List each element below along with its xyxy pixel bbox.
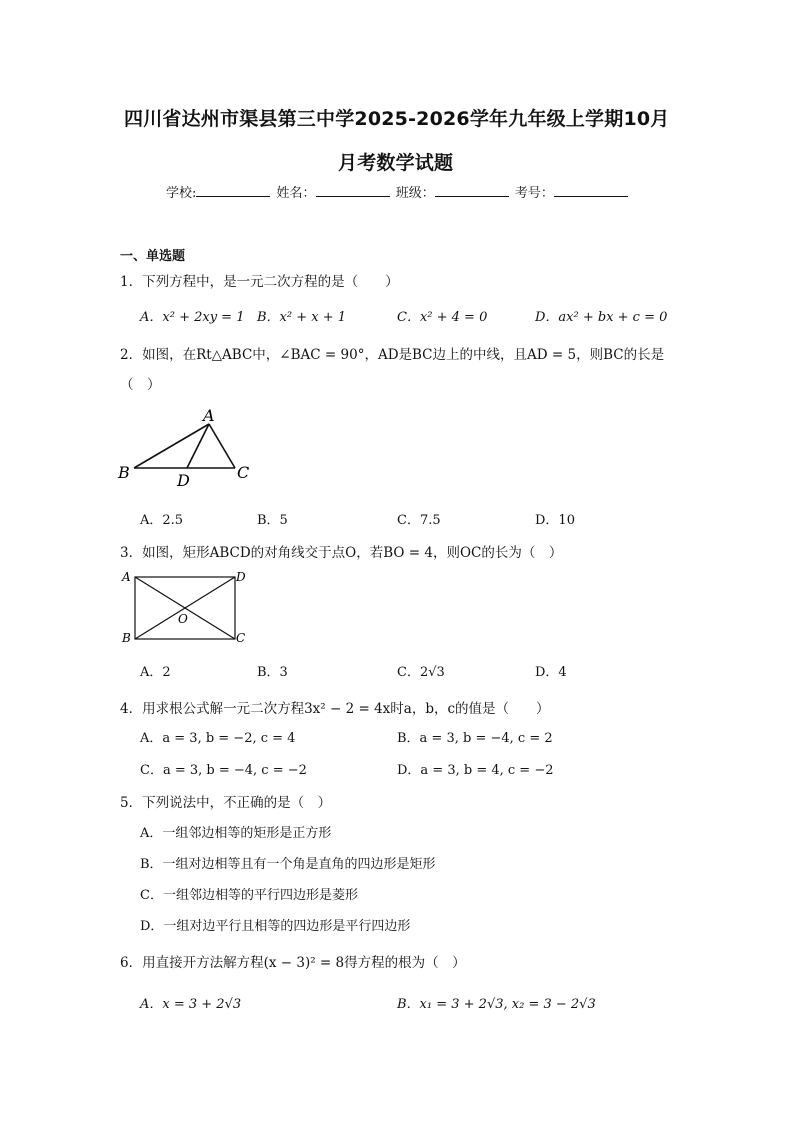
q3-label-d: D xyxy=(236,570,246,584)
q1-option-a: A．x² + 2xy = 1 xyxy=(140,310,245,325)
q4-option-d: D．a = 3, b = 4, c = −2 xyxy=(397,763,554,778)
q4-option-b: B．a = 3, b = −4, c = 2 xyxy=(397,731,553,746)
q2-stem: 2．如图，在Rt△ABC中，∠BAC = 90°，AD是BC边上的中线，且AD = 5，则BC的长是 xyxy=(120,347,665,363)
q2-option-c: C．7.5 xyxy=(397,513,441,528)
class-blank xyxy=(435,184,509,197)
q2-label-d: D xyxy=(177,471,190,490)
q3-option-c: C．2√3 xyxy=(397,665,445,680)
class-label: 班级： xyxy=(395,186,435,201)
q6-stem: 6．用直接开方法解方程(x − 3)² = 8得方程的根为（ ） xyxy=(120,955,466,971)
q5-option-a: A．一组邻边相等的矩形是正方形 xyxy=(140,826,332,841)
q6-option-b: B．x₁ = 3 + 2√3, x₂ = 3 − 2√3 xyxy=(397,997,596,1012)
school-label: 学校: xyxy=(166,186,197,201)
name-blank xyxy=(316,184,390,197)
q4-option-c: C．a = 3, b = −4, c = −2 xyxy=(140,763,307,778)
q5-option-d: D．一组对边平行且相等的四边形是平行四边形 xyxy=(140,919,411,934)
student-info-row xyxy=(166,182,630,201)
school-blank xyxy=(196,184,270,197)
q3-option-a: A．2 xyxy=(140,665,171,680)
q2-stem-cont: （ ） xyxy=(120,377,161,393)
q4-option-a: A．a = 3, b = −2, c = 4 xyxy=(140,731,296,746)
q1-option-d: D．ax² + bx + c = 0 xyxy=(535,310,668,325)
q2-label-a: A xyxy=(203,406,215,425)
q5-option-b: B．一组对边相等且有一个角是直角的四边形是矩形 xyxy=(140,857,436,872)
q6-option-a: A．x = 3 + 2√3 xyxy=(140,997,242,1012)
q2-option-b: B．5 xyxy=(257,513,288,528)
name-label: 姓名： xyxy=(276,186,316,201)
q1-option-c: C．x² + 4 = 0 xyxy=(397,310,488,325)
number-blank xyxy=(554,184,628,197)
number-label: 考号： xyxy=(514,186,554,201)
q3-stem: 3．如图，矩形ABCD的对角线交于点O，若BO = 4，则OC的长为（ ） xyxy=(120,545,563,561)
q2-label-c: C xyxy=(237,463,250,482)
q4-stem: 4．用求根公式解一元二次方程3x² − 2 = 4x时a，b，c的值是（ ） xyxy=(120,701,550,717)
q3-rectangle-figure xyxy=(118,566,258,650)
page-title-line2: 月考数学试题 xyxy=(338,152,454,174)
q2-triangle-figure xyxy=(112,402,262,492)
q3-option-b: B．3 xyxy=(257,665,288,680)
q1-option-b: B．x² + x + 1 xyxy=(257,310,347,325)
q2-option-d: D．10 xyxy=(535,513,575,528)
q5-option-c: C．一组邻边相等的平行四边形是菱形 xyxy=(140,888,358,903)
q3-label-a: A xyxy=(122,570,131,584)
page-title-line1: 四川省达州市渠县第三中学2025-2026学年九年级上学期10月 xyxy=(124,108,670,130)
q3-option-d: D．4 xyxy=(535,665,567,680)
section-heading: 一、单选题 xyxy=(120,249,186,264)
q3-label-b: B xyxy=(122,631,131,645)
q1-stem: 1．下列方程中，是一元二次方程的是（ ） xyxy=(120,274,399,290)
q3-label-o: O xyxy=(178,612,188,626)
q3-label-c: C xyxy=(236,631,246,645)
q2-option-a: A．2.5 xyxy=(140,513,184,528)
q2-label-b: B xyxy=(118,463,130,482)
q5-stem: 5．下列说法中，不正确的是（ ） xyxy=(120,795,332,811)
